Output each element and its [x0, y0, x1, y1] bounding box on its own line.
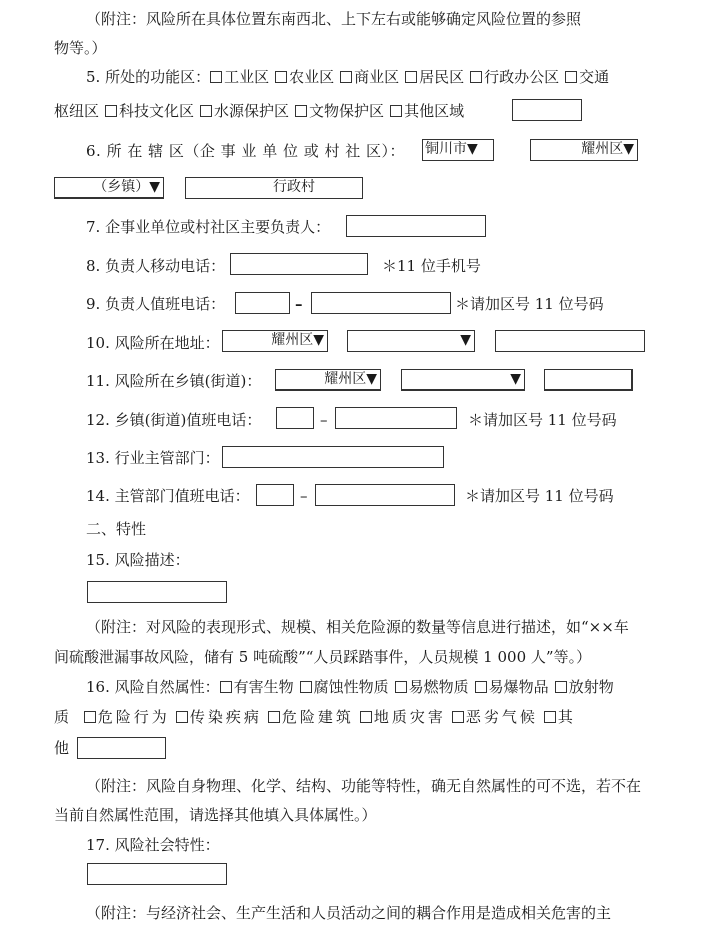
option-geological-disaster[interactable]: 地质灾害 — [360, 708, 446, 726]
city-select[interactable]: 铜川市▼ — [422, 139, 494, 161]
option-admin-office[interactable]: 行政办公区 — [470, 68, 559, 86]
option-severe-weather[interactable]: 恶劣气候 — [452, 708, 538, 726]
checkbox[interactable] — [360, 711, 372, 723]
checkbox[interactable] — [295, 105, 307, 117]
option-harmful-organisms[interactable]: 有害生物 — [220, 678, 294, 696]
dept-duty-area-code-input[interactable] — [256, 484, 294, 506]
q8-hint: ＊11 位手机号 — [382, 257, 481, 275]
checkbox[interactable] — [220, 681, 232, 693]
social-attribute-input[interactable] — [87, 863, 227, 885]
checkbox[interactable] — [268, 711, 280, 723]
address-detail-input[interactable] — [495, 330, 645, 352]
town-street-select[interactable]: ▼ — [401, 369, 525, 391]
town-select[interactable]: （乡镇）▼ — [54, 177, 164, 199]
checkbox[interactable] — [300, 681, 312, 693]
dash: – — [295, 295, 303, 313]
note-description-line2: 间硫酸泄漏事故风险，储有 5 吨硫酸”“人员踩踏事件，人员规模 1 000 人”等。） — [54, 648, 592, 666]
checkbox[interactable] — [555, 681, 567, 693]
q7-label: 7. 企事业单位或村社区主要负责人： — [86, 218, 331, 236]
note-location-line2: 物等。） — [54, 39, 107, 57]
town-duty-number-input[interactable] — [335, 407, 457, 429]
option-tech-culture[interactable]: 科技文化区 — [105, 102, 194, 120]
checkbox[interactable] — [200, 105, 212, 117]
other-area-input[interactable] — [512, 99, 582, 121]
q14-hint: ＊请加区号 11 位号码 — [465, 487, 614, 505]
checkbox[interactable] — [84, 711, 96, 723]
q5-line2 — [54, 101, 464, 121]
option-corrosive[interactable]: 腐蚀性物质 — [300, 678, 389, 696]
q5-label: 5. 所处的功能区： — [86, 68, 211, 86]
checkbox[interactable] — [210, 71, 222, 83]
town-detail-input[interactable] — [544, 369, 633, 391]
checkbox[interactable] — [470, 71, 482, 83]
address-town-select[interactable]: ▼ — [347, 330, 475, 352]
mobile-phone-input[interactable] — [230, 253, 368, 275]
q12-label: 12. 乡镇(街道)值班电话： — [86, 411, 262, 429]
q16-line3-prefix: 他 — [54, 739, 70, 757]
q16-label: 16. 风险自然属性： — [86, 678, 220, 696]
q15-label: 15. 风险描述： — [86, 551, 190, 569]
option-infectious-disease[interactable]: 传染疾病 — [176, 708, 262, 726]
checkbox[interactable] — [275, 71, 287, 83]
checkbox[interactable] — [475, 681, 487, 693]
checkbox[interactable] — [105, 105, 117, 117]
q12-hint: ＊请加区号 11 位号码 — [468, 411, 617, 429]
town-duty-area-code-input[interactable] — [276, 407, 314, 429]
q13-label: 13. 行业主管部门： — [86, 449, 220, 467]
q10-label: 10. 风险所在地址： — [86, 334, 220, 352]
checkbox[interactable] — [544, 711, 556, 723]
option-industrial[interactable]: 工业区 — [210, 68, 269, 86]
section-title: 二、特性 — [86, 520, 147, 538]
option-dangerous-behavior[interactable]: 危险行为 — [84, 708, 170, 726]
q9-label: 9. 负责人值班电话： — [86, 295, 226, 313]
industry-department-input[interactable] — [222, 446, 444, 468]
q9-hint: ＊请加区号 11 位号码 — [455, 295, 604, 313]
dash: – — [300, 487, 308, 505]
duty-phone-number-input[interactable] — [311, 292, 451, 314]
q14-label: 14. 主管部门值班电话： — [86, 487, 250, 505]
q5-line1 — [86, 67, 609, 87]
duty-phone-area-code-input[interactable] — [235, 292, 290, 314]
address-district-select[interactable]: 耀州区▼ — [222, 330, 328, 352]
option-residential[interactable]: 居民区 — [405, 68, 464, 86]
option-radioactive[interactable]: 放射物 — [555, 678, 614, 696]
checkbox[interactable] — [395, 681, 407, 693]
option-transport-cont: 枢纽区 — [54, 102, 100, 120]
checkbox[interactable] — [405, 71, 417, 83]
dash: – — [320, 411, 328, 429]
note-description-line1: （附注：对风险的表现形式、规模、相关危险源的数量等信息进行描述，如“××车 — [86, 618, 629, 636]
town-district-select[interactable]: 耀州区▼ — [275, 369, 381, 391]
option-transport[interactable]: 交通 — [565, 68, 609, 86]
note-natural-line2: 当前自然属性范围，请选择其他填入具体属性。） — [54, 806, 377, 824]
q17-label: 17. 风险社会特性： — [86, 836, 220, 854]
option-other[interactable]: 其 — [544, 708, 576, 726]
checkbox[interactable] — [176, 711, 188, 723]
risk-description-input[interactable] — [87, 581, 227, 603]
option-water-protection[interactable]: 水源保护区 — [200, 102, 289, 120]
other-natural-attribute-input[interactable] — [77, 737, 166, 759]
note-location-line1: （附注：风险所在具体位置东南西北、上下左右或能够确定风险位置的参照 — [86, 10, 582, 28]
q6-label: 6. 所 在 辖 区（企 事 业 单 位 或 村 社 区）： — [86, 142, 406, 160]
district-select[interactable]: 耀州区▼ — [530, 139, 638, 161]
note-social-line1: （附注：与经济社会、生产生活和人员活动之间的耦合作用是造成相关危害的主 — [86, 904, 612, 922]
checkbox[interactable] — [340, 71, 352, 83]
village-field[interactable]: 行政村 — [185, 177, 363, 199]
note-natural-line1: （附注：风险自身物理、化学、结构、功能等特性，确无自然属性的可不选，若不在 — [86, 777, 642, 795]
checkbox[interactable] — [452, 711, 464, 723]
option-commercial[interactable]: 商业区 — [340, 68, 399, 86]
q16-line1 — [86, 677, 614, 697]
responsible-person-input[interactable] — [346, 215, 486, 237]
option-flammable[interactable]: 易燃物质 — [395, 678, 469, 696]
q11-label: 11. 风险所在乡镇(街道)： — [86, 372, 262, 390]
q16-line2: 质 危险行为 传染疾病 危险建筑 地质灾害 恶劣气候 其 — [54, 708, 576, 726]
dept-duty-number-input[interactable] — [315, 484, 455, 506]
checkbox[interactable] — [390, 105, 402, 117]
checkbox[interactable] — [565, 71, 577, 83]
option-dangerous-building[interactable]: 危险建筑 — [268, 708, 354, 726]
option-heritage-protection[interactable]: 文物保护区 — [295, 102, 384, 120]
q8-label: 8. 负责人移动电话： — [86, 257, 226, 275]
option-agricultural[interactable]: 农业区 — [275, 68, 334, 86]
option-other-area[interactable]: 其他区域 — [390, 102, 464, 120]
option-explosive[interactable]: 易爆物品 — [475, 678, 549, 696]
